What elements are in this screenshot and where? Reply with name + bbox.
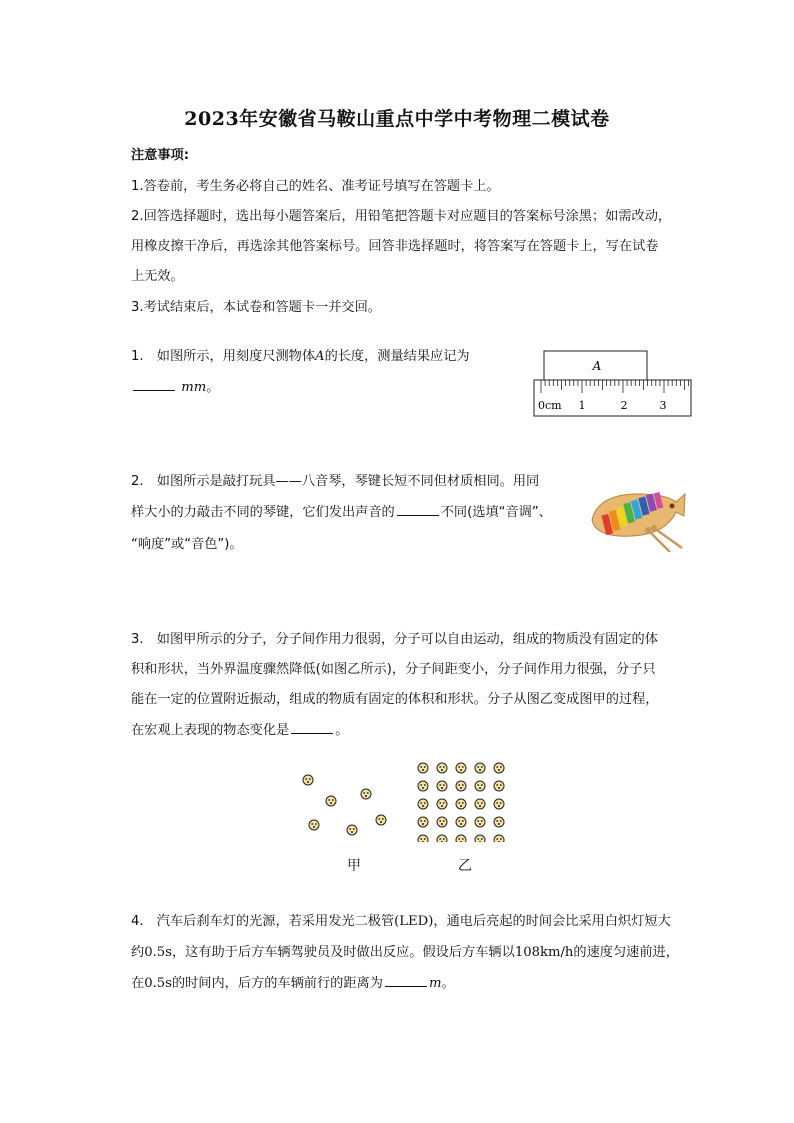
solid-molecule xyxy=(418,799,428,809)
ruler-figure xyxy=(531,350,695,418)
xylophone-image xyxy=(588,472,688,552)
q1-var: A xyxy=(315,349,325,364)
q4-text-c: 约 xyxy=(131,945,145,960)
caption-jia: 甲 xyxy=(347,858,361,874)
q4-text-f: 在 xyxy=(131,976,145,991)
solid-molecule xyxy=(494,817,504,827)
q4-line1 xyxy=(131,912,671,932)
q3-line2: 积和形状，当外界温度骤然降低(如图乙所示)，分子间距变小，分子间作用力很强，分子只 xyxy=(131,662,656,677)
solid-molecule xyxy=(418,763,428,773)
q4-math-speed: 108km/h xyxy=(514,945,574,960)
tick-label-1: 1 xyxy=(578,399,586,412)
q3-text-b: 。 xyxy=(335,723,349,738)
notice-item-3: 3.考试结束后，本试卷和答题卡一并交回。 xyxy=(131,300,381,315)
solid-molecule xyxy=(418,817,428,827)
molecule-figure xyxy=(295,760,515,842)
q4-line3 xyxy=(131,974,455,994)
notice-item-1: 1.答卷前，考生务必将自己的姓名、准考证号填写在答题卡上。 xyxy=(131,179,500,194)
q3-line3: 能在一定的位置附近振动，组成的物质有固定的体积和形状。分子从图乙变成图甲的过程， xyxy=(131,692,659,707)
solid-molecule xyxy=(494,799,504,809)
q1-text-a: 1. 如图所示，用刻度尺测物体 xyxy=(131,349,316,364)
solid-molecule xyxy=(494,763,504,773)
q2-answer-blank[interactable] xyxy=(397,503,439,516)
notice-item-2: 2.回答选择题时，选出每小题答案后，用铅笔把答题卡对应题目的答案标号涂黑；如需改动， xyxy=(131,209,672,224)
solid-molecule xyxy=(418,835,428,842)
q3-line1: 3. 如图甲所示的分子，分子间作用力很弱，分子可以自由运动，组成的物质没有固定的体 xyxy=(131,632,658,647)
q4-text-e: 的速度匀速前进， xyxy=(573,945,679,960)
notice-item-2-cont: 用橡皮擦干净后，再选涂其他答案标号。回答非选择题时，将答案写在答题卡上，写在试卷 xyxy=(131,239,659,254)
q4-answer-blank[interactable] xyxy=(385,974,427,987)
solid-molecule xyxy=(456,835,466,842)
tick-label-3: 3 xyxy=(659,399,667,412)
gas-molecule xyxy=(309,820,319,830)
gas-molecule xyxy=(326,796,336,806)
q4-unit: m xyxy=(428,976,442,991)
q3-answer-blank[interactable] xyxy=(291,721,333,734)
gas-molecule xyxy=(347,825,357,835)
solid-molecule xyxy=(475,763,485,773)
q2-line2 xyxy=(131,503,552,523)
notice-item-2-end: 上无效。 xyxy=(131,269,184,284)
q1-end: 。 xyxy=(206,380,220,395)
solid-molecule xyxy=(494,781,504,791)
q3-line4 xyxy=(131,721,348,741)
tick-label-0: 0cm xyxy=(538,399,562,412)
notice-heading: 注意事项: xyxy=(131,148,190,163)
solid-molecule xyxy=(475,781,485,791)
solid-molecule xyxy=(475,817,485,827)
q4-text-g: 的时间内，后方的车辆前行的距离为 xyxy=(171,976,383,991)
q3-text-a: 在宏观上表现的物态变化是 xyxy=(131,723,290,738)
q1-text-b: 的长度，测量结果应记为 xyxy=(324,349,470,364)
solid-molecule xyxy=(494,835,504,842)
q4-math-led: (LED) xyxy=(394,914,434,929)
solid-molecule xyxy=(418,781,428,791)
tick-label-2: 2 xyxy=(620,399,628,412)
q4-text-b: ，通电后亮起的时间会比采用白炽灯短大 xyxy=(433,914,671,929)
q1-line2 xyxy=(131,378,219,398)
q4-math-time2: 0.5s xyxy=(144,976,172,991)
block-label: A xyxy=(592,359,602,373)
solid-molecule xyxy=(456,763,466,773)
q4-math-time: 0.5s xyxy=(144,945,172,960)
solid-molecule xyxy=(475,799,485,809)
gas-molecule xyxy=(303,775,313,785)
q2-line1: 2. 如图所示是敲打玩具——八音琴，琴键长短不同但材质相同。用同 xyxy=(131,474,540,489)
q2-line3: “响度”或“音色”)。 xyxy=(131,537,243,552)
solid-molecule xyxy=(456,817,466,827)
gas-molecule xyxy=(376,815,386,825)
gas-molecules-jia xyxy=(303,775,386,835)
gas-molecule xyxy=(361,789,371,799)
q4-end: 。 xyxy=(441,976,455,991)
q4-line2 xyxy=(131,943,679,963)
solid-molecule xyxy=(437,781,447,791)
solid-molecule xyxy=(437,817,447,827)
page-title: 2023年安徽省马鞍山重点中学中考物理二模试卷 xyxy=(184,108,610,130)
solid-molecule xyxy=(437,835,447,842)
q1-answer-blank[interactable] xyxy=(133,378,175,391)
q2-text-a: 样大小的力敲击不同的琴键，它们发出声音的 xyxy=(131,505,395,520)
q2-text-b: 不同(选填“音调”、 xyxy=(440,505,552,520)
solid-molecule xyxy=(437,763,447,773)
caption-yi: 乙 xyxy=(458,858,472,874)
solid-molecule xyxy=(475,835,485,842)
q1-unit: mm xyxy=(181,380,207,395)
q4-text-d: ，这有助于后方车辆驾驶员及时做出反应。假设后方车辆以 xyxy=(171,945,515,960)
solid-molecule xyxy=(456,781,466,791)
q4-text-a: 4. 汽车后刹车灯的光源，若采用发光二极管 xyxy=(131,914,395,929)
solid-molecule xyxy=(437,799,447,809)
solid-molecule xyxy=(456,799,466,809)
solid-molecules-yi xyxy=(418,763,504,842)
q1-line1 xyxy=(131,347,470,367)
